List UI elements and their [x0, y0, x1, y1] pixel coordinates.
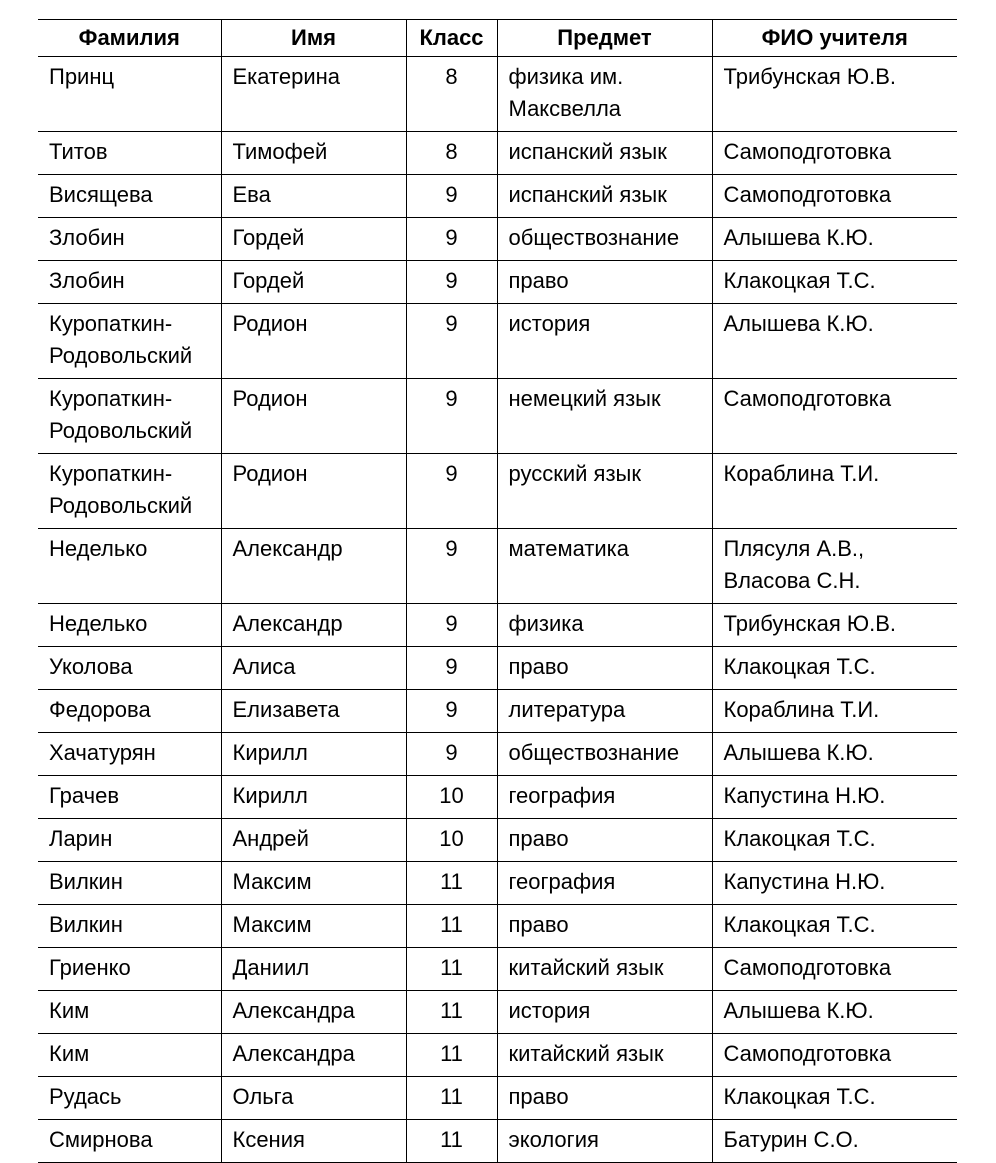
cell-subject: история [497, 304, 712, 379]
header-subject: Предмет [497, 20, 712, 57]
cell-first-name: Александр [221, 529, 406, 604]
cell-surname: Куропаткин-Родовольский [38, 379, 221, 454]
cell-subject: география [497, 776, 712, 819]
cell-surname: Рудась [38, 1077, 221, 1120]
cell-first-name: Алиса [221, 647, 406, 690]
cell-first-name: Тимофей [221, 132, 406, 175]
cell-teacher: Самоподготовка [712, 948, 957, 991]
table-row [38, 690, 957, 733]
cell-teacher: Алышева К.Ю. [712, 733, 957, 776]
cell-teacher: Самоподготовка [712, 132, 957, 175]
cell-surname: Злобин [38, 218, 221, 261]
cell-teacher: Самоподготовка [712, 379, 957, 454]
cell-subject: испанский язык [497, 175, 712, 218]
cell-teacher: Капустина Н.Ю. [712, 776, 957, 819]
cell-surname: Ким [38, 1034, 221, 1077]
cell-class: 9 [406, 175, 497, 218]
cell-first-name: Андрей [221, 819, 406, 862]
cell-class: 11 [406, 948, 497, 991]
table-row [38, 647, 957, 690]
cell-subject: обществознание [497, 733, 712, 776]
cell-subject: китайский язык [497, 948, 712, 991]
cell-subject: право [497, 261, 712, 304]
cell-first-name: Гордей [221, 261, 406, 304]
cell-surname: Висящева [38, 175, 221, 218]
table-row [38, 529, 957, 604]
cell-first-name: Даниил [221, 948, 406, 991]
cell-surname: Грачев [38, 776, 221, 819]
cell-first-name: Родион [221, 379, 406, 454]
cell-surname: Ким [38, 991, 221, 1034]
cell-subject: экология [497, 1120, 712, 1163]
header-row [38, 20, 957, 57]
cell-first-name: Екатерина [221, 57, 406, 132]
table-row [38, 57, 957, 132]
cell-surname: Куропаткин-Родовольский [38, 454, 221, 529]
table-row [38, 175, 957, 218]
cell-subject: история [497, 991, 712, 1034]
cell-surname: Принц [38, 57, 221, 132]
header-class: Класс [406, 20, 497, 57]
cell-class: 11 [406, 991, 497, 1034]
cell-subject: испанский язык [497, 132, 712, 175]
cell-surname: Хачатурян [38, 733, 221, 776]
cell-class: 9 [406, 733, 497, 776]
cell-surname: Неделько [38, 529, 221, 604]
cell-surname: Уколова [38, 647, 221, 690]
table-row [38, 776, 957, 819]
cell-teacher: Алышева К.Ю. [712, 304, 957, 379]
cell-first-name: Ева [221, 175, 406, 218]
table-row [38, 905, 957, 948]
table-row [38, 132, 957, 175]
cell-subject: право [497, 647, 712, 690]
cell-teacher: Трибунская Ю.В. [712, 57, 957, 132]
cell-class: 9 [406, 304, 497, 379]
cell-subject: немецкий язык [497, 379, 712, 454]
cell-class: 9 [406, 647, 497, 690]
cell-teacher: Клакоцкая Т.С. [712, 261, 957, 304]
cell-class: 9 [406, 604, 497, 647]
cell-teacher: Плясуля А.В., Власова С.Н. [712, 529, 957, 604]
cell-subject: китайский язык [497, 1034, 712, 1077]
table-row [38, 304, 957, 379]
cell-class: 9 [406, 218, 497, 261]
cell-surname: Злобин [38, 261, 221, 304]
table-row [38, 1077, 957, 1120]
cell-teacher: Самоподготовка [712, 175, 957, 218]
cell-subject: право [497, 905, 712, 948]
header-teacher: ФИО учителя [712, 20, 957, 57]
cell-subject: право [497, 1077, 712, 1120]
cell-teacher: Самоподготовка [712, 1034, 957, 1077]
cell-class: 10 [406, 776, 497, 819]
cell-teacher: Клакоцкая Т.С. [712, 1077, 957, 1120]
cell-class: 8 [406, 132, 497, 175]
cell-subject: математика [497, 529, 712, 604]
cell-first-name: Максим [221, 905, 406, 948]
cell-surname: Вилкин [38, 905, 221, 948]
cell-subject: физика [497, 604, 712, 647]
cell-first-name: Родион [221, 304, 406, 379]
cell-subject: право [497, 819, 712, 862]
cell-class: 9 [406, 454, 497, 529]
cell-class: 9 [406, 529, 497, 604]
table-row [38, 948, 957, 991]
students-table [38, 19, 957, 1163]
table-body [38, 57, 957, 1163]
table-row [38, 261, 957, 304]
cell-teacher: Батурин С.О. [712, 1120, 957, 1163]
table-row [38, 991, 957, 1034]
cell-teacher: Кораблина Т.И. [712, 690, 957, 733]
cell-first-name: Елизавета [221, 690, 406, 733]
cell-subject: обществознание [497, 218, 712, 261]
cell-surname: Куропаткин-Родовольский [38, 304, 221, 379]
cell-teacher: Клакоцкая Т.С. [712, 819, 957, 862]
cell-teacher: Трибунская Ю.В. [712, 604, 957, 647]
cell-surname: Титов [38, 132, 221, 175]
cell-class: 9 [406, 379, 497, 454]
cell-class: 10 [406, 819, 497, 862]
table-row [38, 819, 957, 862]
table-row [38, 454, 957, 529]
table-row [38, 1034, 957, 1077]
cell-class: 11 [406, 1077, 497, 1120]
cell-first-name: Максим [221, 862, 406, 905]
header-surname: Фамилия [38, 20, 221, 57]
cell-first-name: Родион [221, 454, 406, 529]
cell-teacher: Алышева К.Ю. [712, 218, 957, 261]
cell-surname: Ларин [38, 819, 221, 862]
header-first-name: Имя [221, 20, 406, 57]
table-row [38, 379, 957, 454]
cell-subject: литература [497, 690, 712, 733]
table-header [38, 20, 957, 57]
cell-first-name: Кирилл [221, 776, 406, 819]
table-row [38, 862, 957, 905]
cell-surname: Неделько [38, 604, 221, 647]
cell-teacher: Капустина Н.Ю. [712, 862, 957, 905]
cell-surname: Гриенко [38, 948, 221, 991]
cell-class: 8 [406, 57, 497, 132]
cell-surname: Смирнова [38, 1120, 221, 1163]
cell-first-name: Ольга [221, 1077, 406, 1120]
cell-first-name: Ксения [221, 1120, 406, 1163]
cell-class: 9 [406, 261, 497, 304]
table-row [38, 218, 957, 261]
cell-class: 11 [406, 1034, 497, 1077]
cell-teacher: Кораблина Т.И. [712, 454, 957, 529]
table-row [38, 1120, 957, 1163]
cell-surname: Вилкин [38, 862, 221, 905]
cell-class: 11 [406, 905, 497, 948]
cell-teacher: Клакоцкая Т.С. [712, 905, 957, 948]
cell-class: 11 [406, 1120, 497, 1163]
cell-subject: русский язык [497, 454, 712, 529]
cell-teacher: Алышева К.Ю. [712, 991, 957, 1034]
cell-class: 11 [406, 862, 497, 905]
table-row [38, 604, 957, 647]
cell-first-name: Александр [221, 604, 406, 647]
cell-surname: Федорова [38, 690, 221, 733]
cell-subject: география [497, 862, 712, 905]
cell-teacher: Клакоцкая Т.С. [712, 647, 957, 690]
cell-first-name: Кирилл [221, 733, 406, 776]
cell-first-name: Александра [221, 1034, 406, 1077]
cell-class: 9 [406, 690, 497, 733]
table-row [38, 733, 957, 776]
cell-first-name: Александра [221, 991, 406, 1034]
cell-subject: физика им. Максвелла [497, 57, 712, 132]
cell-first-name: Гордей [221, 218, 406, 261]
